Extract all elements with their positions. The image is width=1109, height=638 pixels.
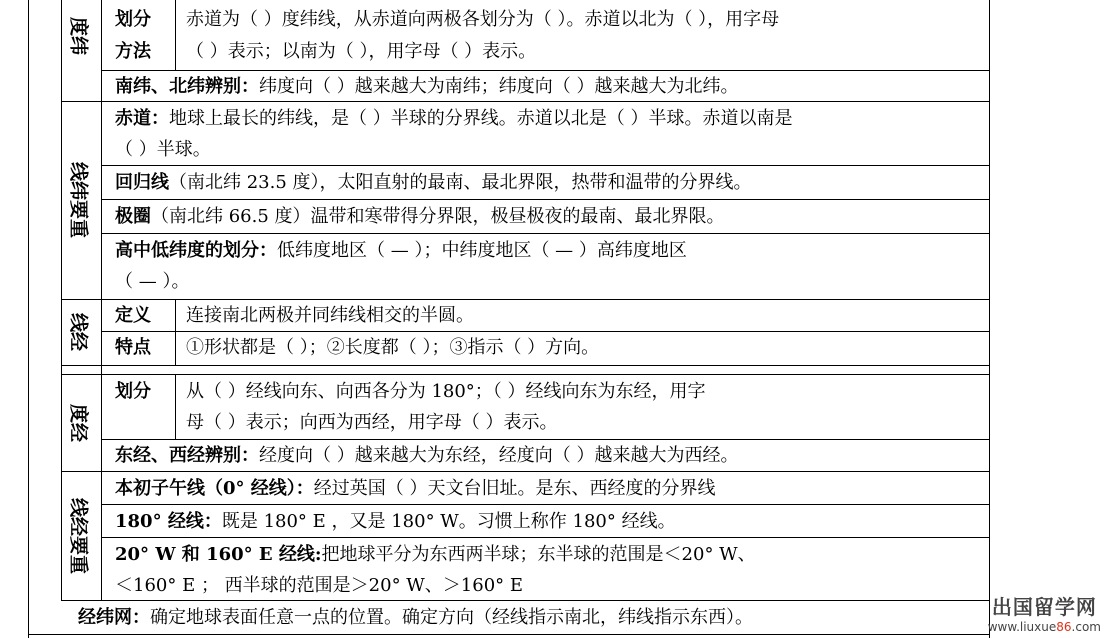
equator-text-1: 地球上最长的纬线，是（ ）半球的分界线。赤道以北是（ ）半球。赤道以南是 [169, 108, 793, 129]
lat-distinguish-row [115, 71, 738, 102]
polar-heading: 极圈 [115, 206, 151, 227]
lat-division-label-2: 方法 [115, 41, 151, 62]
row-divider [101, 537, 990, 538]
zones-text-1: 低纬度地区（ — ）；中纬度地区（ — ）高纬度地区 [277, 240, 687, 261]
lat-distinguish-text: 纬度向（ ）越来越大为南纬；纬度向（ ）越来越大为北纬。 [259, 76, 739, 97]
meridian-180-heading: 180° 经线： [115, 511, 222, 532]
label-column-border [61, 0, 62, 600]
hemisphere-heading: 20° W 和 160° E 经线: [115, 544, 322, 565]
subcell-border [175, 299, 176, 365]
zones-text-2: （ — ）。 [115, 271, 190, 292]
row-divider [28, 634, 990, 635]
lat-division-text-2: （ ）表示；以南为（ ），用字母（ ）表示。 [186, 41, 537, 62]
lon-distinguish-row [115, 440, 738, 471]
row-divider [61, 374, 990, 375]
lon-distinguish-text: 经度向（ ）越来越大为东经，经度向（ ）越来越大为西经。 [259, 445, 739, 466]
section-column-border [101, 0, 102, 600]
tropic-text: （南北纬 23.5 度），太阳直射的最南、最北界限，热带和温带的分界线。 [169, 172, 752, 193]
table-border-right [989, 0, 990, 638]
subcell-border [175, 0, 176, 70]
site-watermark [988, 591, 1101, 634]
watermark-url-number: 86 [1056, 620, 1072, 634]
hemisphere-text-1: 把地球平分为东西两半球；东半球的范围是＜20° W、 [321, 544, 756, 565]
row-divider [61, 365, 990, 366]
lat-division-label-1: 划分 [115, 9, 151, 30]
watermark-url-prefix: www.liuxue [987, 620, 1057, 634]
section-label-longitude-degree: 度经 [67, 403, 90, 442]
lat-division-text-1: 赤道为（ ）度纬线，从赤道向两极各划分为（ ）。赤道以北为（ ），用字母 [186, 9, 780, 30]
row-divider [101, 504, 990, 505]
meridian-feature-label: 特点 [115, 337, 151, 358]
section-label-latitude-lines: 线纬要重 [67, 161, 90, 238]
equator-heading: 赤道： [115, 108, 169, 129]
row-divider [101, 165, 990, 166]
lat-distinguish-heading: 南纬、北纬辨别： [115, 76, 259, 97]
meridian-180-text: 既是 180° E ，又是 180° W。习惯上称作 180° 经线。 [221, 511, 676, 532]
lon-division-label: 划分 [115, 381, 151, 402]
watermark-url [988, 620, 1101, 634]
hemisphere-text-2: ＜160° E ； 西半球的范围是＞20° W、＞160° E [115, 575, 524, 596]
meridian-feature-text: ①形状都是（ ）；②长度都（ ）；③指示（ ）方向。 [186, 337, 600, 358]
grid-network-heading: 经纬网： [78, 607, 150, 628]
tropic-row [115, 167, 752, 198]
grid-network-row [78, 602, 753, 633]
watermark-title: 出国留学网 [991, 595, 1097, 619]
grid-network-text: 确定地球表面任意一点的位置。确定方向（经线指示南北，纬线指示东西）。 [150, 607, 753, 628]
zones-heading: 高中低纬度的划分： [115, 240, 277, 261]
meridian-180-row [115, 506, 676, 537]
prime-meridian-row [115, 473, 716, 504]
knowledge-table [28, 0, 990, 638]
polar-row [115, 201, 725, 232]
row-divider [101, 199, 990, 200]
tropic-heading: 回归线 [115, 172, 169, 193]
lon-distinguish-heading: 东经、西经辨别： [115, 445, 259, 466]
prime-meridian-heading: 本初子午线（0° 经线）： [115, 478, 314, 499]
row-divider [61, 471, 990, 472]
section-label-longitude-lines: 线经 [67, 312, 90, 351]
lon-division-text-2: 母（ ）表示；向西为西经，用字母（ ）表示。 [186, 412, 558, 433]
equator-row-1 [115, 103, 792, 134]
hemisphere-row-1 [115, 539, 756, 570]
table-border-left [28, 0, 29, 638]
meridian-def-text: 连接南北两极并同纬线相交的半圆。 [186, 305, 474, 326]
subcell-border [175, 374, 176, 439]
meridian-def-label: 定义 [115, 305, 151, 326]
zones-row-1 [115, 235, 687, 266]
section-label-latitude-degree: 度纬 [67, 16, 90, 55]
equator-text-2: （ ）半球。 [115, 139, 211, 160]
watermark-url-suffix: .com [1071, 620, 1101, 634]
row-divider [101, 233, 990, 234]
lon-division-text-1: 从（ ）经线向东、向西各分为 180°；（ ）经线向东为东经，用字 [186, 381, 706, 402]
prime-meridian-text: 经过英国（ ）天文台旧址。是东、西经度的分界线 [313, 478, 716, 499]
polar-text: （南北纬 66.5 度）温带和寒带得分界限，极昼极夜的最南、最北界限。 [151, 206, 725, 227]
section-label-longitude-important: 线经要重 [67, 497, 90, 574]
